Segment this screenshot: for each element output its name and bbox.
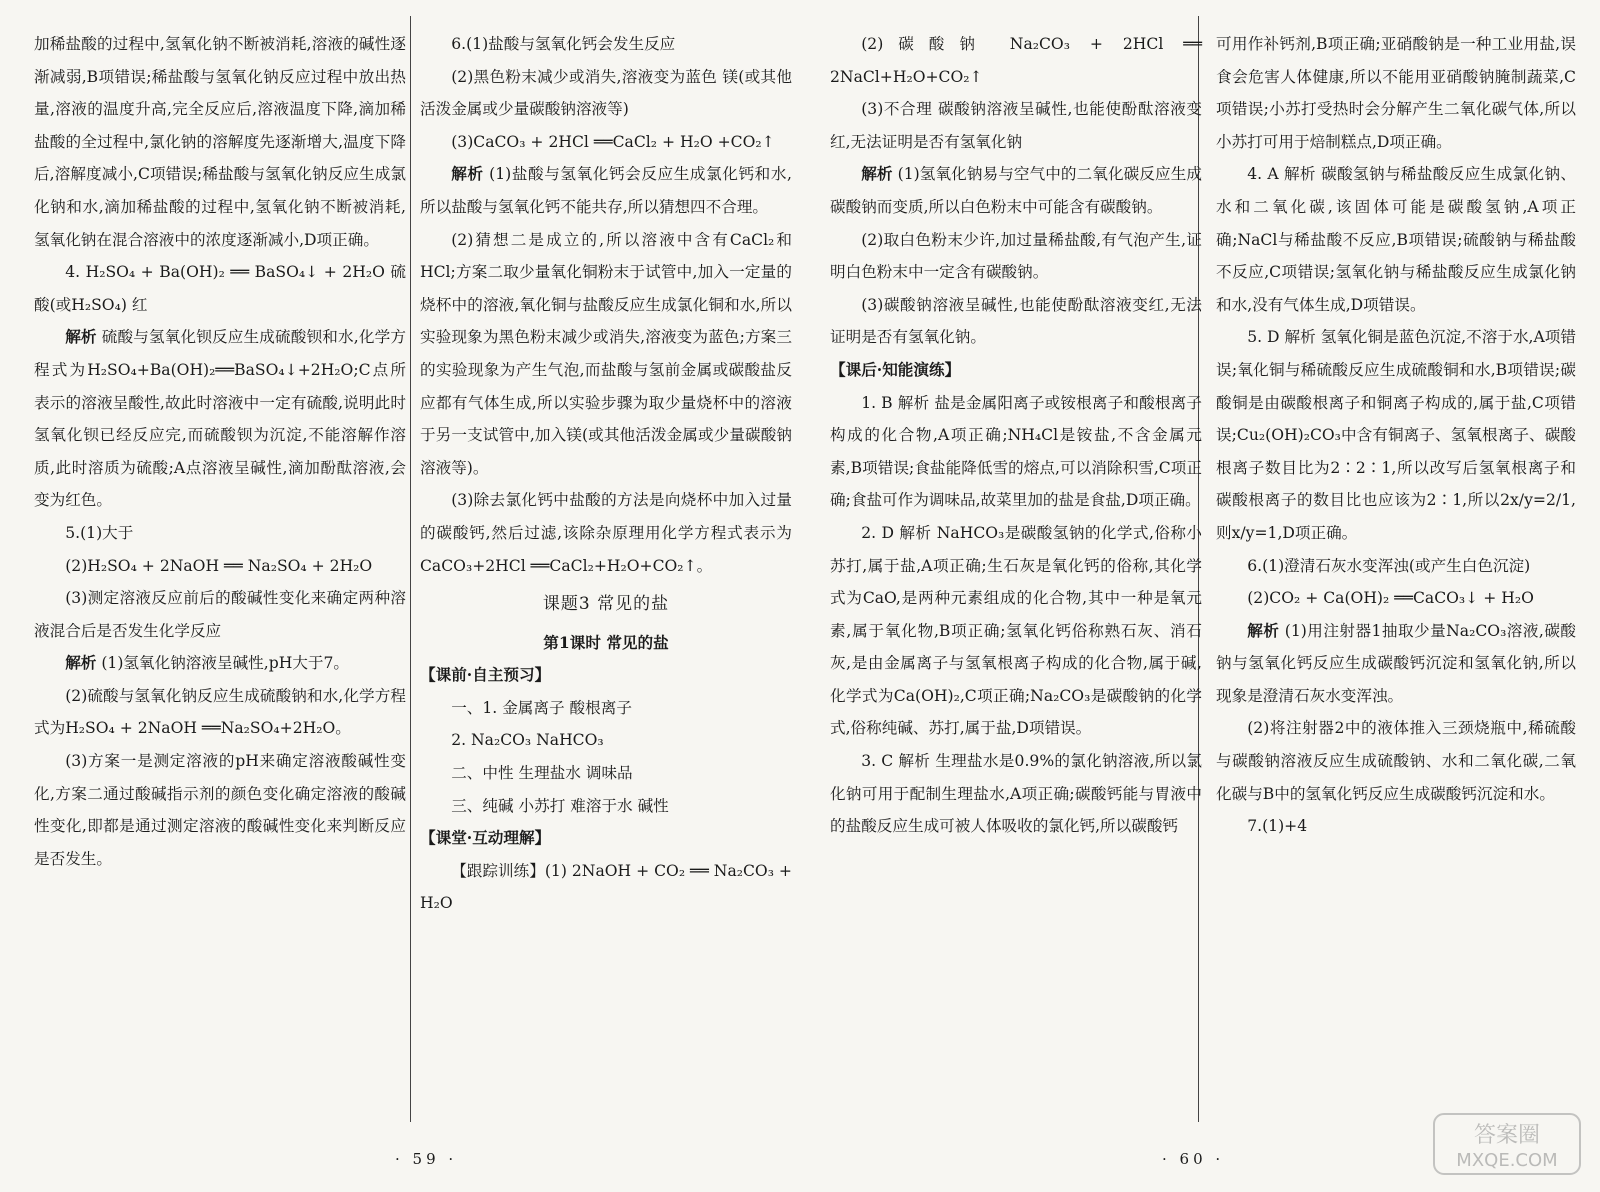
paragraph-text: (3)碳酸钠溶液呈碱性,也能使酚酞溶液变红,无法证明是否有氢氧化钠。 <box>830 295 1202 347</box>
paragraph <box>830 28 1202 93</box>
paragraph-text: (1)用注射器1抽取少量Na₂CO₃溶液,碳酸钠与氢氧化钙反应生成碳酸钙沉淀和氢氧化钠,所以现象是澄清石灰水变浑浊。 <box>1216 621 1576 705</box>
paragraph <box>34 647 406 680</box>
paragraph-text: 6.(1)澄清石灰水变浑浊(或产生白色沉淀) <box>1247 556 1531 575</box>
paragraph <box>34 256 406 321</box>
paragraph <box>34 28 406 256</box>
paragraph <box>1216 28 1576 158</box>
paragraph <box>1216 158 1576 321</box>
paragraph-text: (3)除去氯化钙中盐酸的方法是向烧杯中加入过量的碳酸钙,然后过滤,该除杂原理用化学方程式表示为CaCO₃+2HCl ══CaCl₂+H₂O+CO₂↑。 <box>420 491 792 575</box>
paragraph <box>1216 712 1576 810</box>
paragraph-text: 二、中性 生理盐水 调味品 <box>451 764 633 783</box>
analysis-label: 解析 <box>861 164 893 184</box>
paragraph-text: 4. A 解析 碳酸氢钠与稀盐酸反应生成氯化钠、水和二氧化碳,该固体可能是碳酸氢钠,A项正确;NaCl与稀盐酸不反应,B项错误;硫酸钠与稀盐酸不反应,C项错误;氢氧化钠与稀盐酸反应生成氯化钠和水,没有气体生成,D项错误。 <box>1216 165 1576 314</box>
paragraph-text: (1)盐酸与氢氧化钙会反应生成氯化钙和水,所以盐酸与氢氧化钙不能共存,所以猜想四不合理。 <box>420 165 792 216</box>
paragraph <box>34 550 406 583</box>
paragraph <box>420 627 792 660</box>
paragraph <box>420 790 792 823</box>
paragraph-text: (3)CaCO₃ + 2HCl ══CaCl₂ + H₂O +CO₂↑ <box>451 132 775 151</box>
paragraph-text: 【课堂·互动理解】 <box>420 828 551 848</box>
paragraph-text: 加稀盐酸的过程中,氢氧化钠不断被消耗,溶液的碱性逐渐减弱,B项错误;稀盐酸与氢氧化钠反应过程中放出热量,溶液的温度升高,完全反应后,溶液温度下降,滴加稀盐酸的全过程中,氯化钠的溶解度先逐渐增大,温度下降后,溶解度减小,C项错误;稀盐酸与氢氧化钠反应生成氯化钠和水,滴加稀盐酸的过程中,氢氧化钠不断被消耗,氢氧化钠在混合溶液中的浓度逐渐减小,D项正确。 <box>34 35 406 249</box>
paragraph <box>420 588 792 621</box>
watermark-logo <box>1432 1112 1582 1176</box>
paragraph-text: (2)碳酸钠 Na₂CO₃ + 2HCl ══ 2NaCl+H₂O+CO₂↑ <box>830 35 1202 86</box>
svg-text:MXQE.COM: MXQE.COM <box>1456 1150 1558 1171</box>
paragraph-text: (2)黑色粉末减少或消失,溶液变为蓝色 镁(或其他活泼金属或少量碳酸钠溶液等) <box>420 67 792 119</box>
paragraph-text: (2)CO₂ + Ca(OH)₂ ══CaCO₃↓ + H₂O <box>1247 589 1534 608</box>
column-2 <box>420 28 792 920</box>
column-divider-left <box>410 16 411 1122</box>
paragraph-text: (2)取白色粉末少许,加过量稀盐酸,有气泡产生,证明白色粉末中一定含有碳酸钠。 <box>830 230 1202 282</box>
paragraph <box>34 321 406 517</box>
paragraph-text: 一、1. 金属离子 酸根离子 <box>451 698 632 717</box>
paragraph <box>830 745 1202 843</box>
paragraph-text: 课题3 常见的盐 <box>542 594 670 615</box>
paragraph <box>1216 582 1576 615</box>
paragraph <box>1216 550 1576 583</box>
paragraph-text: 6.(1)盐酸与氢氧化钙会发生反应 <box>451 35 676 53</box>
column-1 <box>34 28 406 875</box>
paragraph <box>420 126 792 159</box>
paragraph-text: 第1课时 常见的盐 <box>543 632 669 652</box>
paragraph-text: (2)将注射器2中的液体推入三颈烧瓶中,稀硫酸与碳酸钠溶液反应生成硫酸钠、水和二氧化碳,二氧化碳与B中的氢氧化钙反应生成碳酸钙沉淀和水。 <box>1216 719 1576 803</box>
paragraph <box>830 93 1202 158</box>
analysis-label: 解析 <box>1247 620 1280 640</box>
analysis-label: 解析 <box>65 327 97 347</box>
paragraph <box>420 692 792 725</box>
paragraph <box>420 855 792 920</box>
section-header <box>420 659 792 692</box>
paragraph <box>34 680 406 745</box>
paragraph-text: (1)氢氧化钠易与空气中的二氧化碳反应生成碳酸钠而变质,所以白色粉末中可能含有碳酸钠。 <box>830 165 1202 216</box>
paragraph <box>1216 615 1576 713</box>
column-3 <box>830 28 1202 843</box>
section-header <box>420 822 792 855</box>
section-header <box>830 354 1202 387</box>
paragraph-text: (2)H₂SO₄ + 2NaOH ══ Na₂SO₄ + 2H₂O <box>65 556 373 575</box>
paragraph <box>420 484 792 582</box>
paragraph-text: 三、纯碱 小苏打 难溶于水 碱性 <box>451 796 669 815</box>
paragraph-text: (2)硫酸与氢氧化钠反应生成硫酸钠和水,化学方程式为H₂SO₄ + 2NaOH ══Na₂SO₄+2H₂O。 <box>34 686 406 738</box>
paragraph-text: (1)氢氧化钠溶液呈碱性,pH大于7。 <box>96 654 350 673</box>
paragraph <box>420 28 792 61</box>
paragraph <box>34 517 406 550</box>
paragraph-text: 硫酸与氢氧化钡反应生成硫酸钡和水,化学方程式为H₂SO₄+Ba(OH)₂══BaSO₄↓+2H₂O;C点所表示的溶液呈酸性,故此时溶液中一定有硫酸,说明此时氢氧化钡已经反应完,而硫酸钡为沉淀,不能溶解作溶质,此时溶质为硫酸;A点溶液呈碱性,滴加酚酞溶液,会变为红色。 <box>34 328 406 510</box>
paragraph <box>830 158 1202 223</box>
paragraph <box>420 61 792 126</box>
paragraph-text: 7.(1)+4 <box>1247 817 1308 836</box>
page-number-59: · 59 · <box>395 1150 458 1168</box>
svg-text:答案圈: 答案圈 <box>1473 1123 1541 1148</box>
paragraph-text: 1. B 解析 盐是金属阳离子或铵根离子和酸根离子构成的化合物,A项正确;NH₄Cl是铵盐,不含金属元素,B项错误;食盐能降低雪的熔点,可以消除积雪,C项正确;食盐可作为调味品,故菜里加的盐是食盐,D项正确。 <box>830 393 1202 510</box>
paragraph-text: 2. D 解析 NaHCO₃是碳酸氢钠的化学式,俗称小苏打,属于盐,A项正确;生石灰是氧化钙的俗称,其化学式为CaO,是两种元素组成的化合物,其中一种是氧元素,属于氧化物,B项正确;氢氧化钙俗称熟石灰、消石灰,是由金属离子与氢氧根离子构成的化合物,属于碱,化学式为Ca(OH)₂,C项正确;Na₂CO₃是碳酸钠的化学式,俗称纯碱、苏打,属于盐,D项错误。 <box>830 523 1202 738</box>
paragraph <box>830 224 1202 289</box>
paragraph <box>420 224 792 485</box>
paragraph <box>830 517 1202 745</box>
paragraph <box>1216 321 1576 549</box>
paragraph-text: 3. C 解析 生理盐水是0.9%的氯化钠溶液,所以氯化钠可用于配制生理盐水,A项正确;碳酸钙能与胃液中的盐酸反应生成可被人体吸收的氯化钙,所以碳酸钙 <box>830 752 1202 836</box>
paragraph <box>420 757 792 790</box>
paragraph <box>420 724 792 757</box>
paragraph-text: (3)测定溶液反应前后的酸碱性变化来确定两种溶液混合后是否发生化学反应 <box>34 589 406 640</box>
paragraph-text: 【跟踪训练】(1) 2NaOH + CO₂ ══ Na₂CO₃ + H₂O <box>420 861 792 913</box>
paragraph-text: 【课后·知能演练】 <box>830 359 961 379</box>
paragraph-text: 5.(1)大于 <box>65 523 134 542</box>
paragraph-text: 【课前·自主预习】 <box>420 665 551 685</box>
paragraph-text: (2)猜想二是成立的,所以溶液中含有CaCl₂和HCl;方案二取少量氧化铜粉末于试管中,加入一定量的烧杯中的溶液,氧化铜与盐酸反应生成氯化铜和水,所以实验现象为黑色粉末减少或消失,溶液变为蓝色;方案三的实验现象为产生气泡,而盐酸与氢前金属或碳酸盐反应都有气体生成,所以实验步骤为取少量烧杯中的溶液于另一支试管中,加入镁(或其他活泼金属或少量碳酸钠溶液等)。 <box>420 230 792 477</box>
paragraph <box>420 158 792 223</box>
paragraph <box>34 745 406 875</box>
column-4 <box>1216 28 1576 843</box>
paragraph-text: 4. H₂SO₄ + Ba(OH)₂ ══ BaSO₄↓ + 2H₂O 硫酸(或H₂SO₄) 红 <box>34 263 406 314</box>
paragraph <box>830 387 1202 517</box>
paragraph-text: 2. Na₂CO₃ NaHCO₃ <box>451 731 604 750</box>
paragraph-text: (3)方案一是测定溶液的pH来确定溶液酸碱性变化,方案二通过酸碱指示剂的颜色变化确定溶液的酸碱性变化,即都是通过测定溶液的酸碱性变化来判断反应是否发生。 <box>34 752 406 868</box>
paragraph <box>1216 810 1576 843</box>
paragraph-text: 5. D 解析 氢氧化铜是蓝色沉淀,不溶于水,A项错误;氧化铜与稀硫酸反应生成硫酸铜和水,B项错误;碳酸铜是由碳酸根离子和铜离子构成的,属于盐,C项错误;Cu₂(OH)₂CO₃中含有铜离子、氢氧根离子、碳酸根离子数目比为2∶2∶1,所以改写后氢氧根离子和碳酸根离子的数目比也应该为2∶1,所以2x/y=2/1,则x/y=1,D项正确。 <box>1216 328 1576 542</box>
paragraph <box>34 582 406 647</box>
paragraph-text: 可用作补钙剂,B项正确;亚硝酸钠是一种工业用盐,误食会危害人体健康,所以不能用亚硝酸钠腌制蔬菜,C项错误;小苏打受热时会分解产生二氧化碳气体,所以小苏打可用于焙制糕点,D项正确。 <box>1216 35 1576 151</box>
paragraph-text: (3)不合理 碳酸钠溶液呈碱性,也能使酚酞溶液变红,无法证明是否有氢氧化钠 <box>830 100 1202 151</box>
page-number-60: · 60 · <box>1162 1150 1225 1168</box>
paragraph <box>830 289 1202 354</box>
analysis-label: 解析 <box>65 653 97 673</box>
analysis-label: 解析 <box>451 164 484 184</box>
